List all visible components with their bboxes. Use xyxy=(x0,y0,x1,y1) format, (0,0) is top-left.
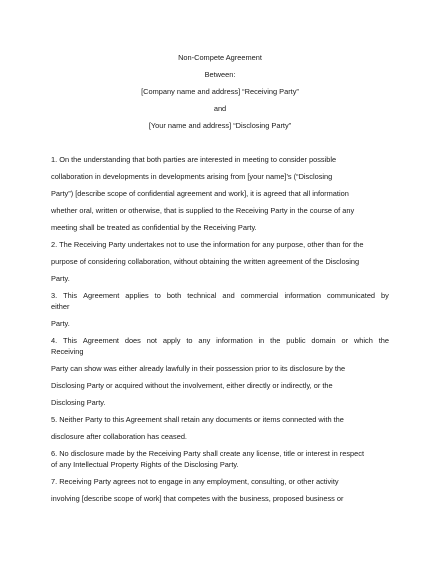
clause-6-line-1: 6. No disclosure made by the Receiving Party shall create any license, title or interest in respect xyxy=(51,449,365,458)
word: applies xyxy=(125,291,149,300)
disclosing-party-line: [Your name and address] “Disclosing Party” xyxy=(148,121,292,130)
clause-1-line-2: collaboration in developments in developments arising from [your name]’s (“Disclosing xyxy=(51,172,333,181)
word: domain xyxy=(311,336,336,345)
clause-7-line-2: involving [describe scope of work] that competes with the business, proposed business or xyxy=(51,494,344,503)
clause-4-line-2: Receiving xyxy=(51,347,84,356)
word: the xyxy=(270,336,281,345)
document-title: Non-Compete Agreement xyxy=(178,53,262,62)
word: This xyxy=(63,291,78,300)
clause-4-line-1 xyxy=(51,336,389,346)
word: apply xyxy=(162,336,181,345)
word: communicated xyxy=(326,291,376,300)
word: or xyxy=(341,336,349,345)
word: both xyxy=(166,291,182,300)
word: to xyxy=(154,291,161,300)
clause-3-line-3: Party. xyxy=(51,319,70,328)
word: information xyxy=(216,336,253,345)
clause-1-line-3: Party”) [describe scope of confidential agreement and work], it is agreed that all information xyxy=(51,189,349,198)
clause-3-line-2: either xyxy=(51,302,70,311)
clause-2-line-2: purpose of considering collaboration, without obtaining the written agreement of the Disclosing xyxy=(51,257,360,266)
clause-1-line-4: whether oral, written or otherwise, that is supplied to the Receiving Party in the course of any xyxy=(51,206,355,215)
clause-7-line-1: 7. Receiving Party agrees not to engage in any employment, consulting, or other activity xyxy=(51,477,339,486)
clause-5-line-2: disclosure after collaboration has ceased. xyxy=(51,432,187,441)
clause-2-line-3: Party. xyxy=(51,274,70,283)
clause-5-line-1: 5. Neither Party to this Agreement shall retain any documents or items connected with the xyxy=(51,415,344,424)
clause-4-line-4: Disclosing Party or acquired without the involvement, either directly or indirectly, or the xyxy=(51,381,333,390)
word: in xyxy=(258,336,265,345)
word: by xyxy=(381,291,389,300)
clause-6-line-2: of any Intellectual Property Rights of the Disclosing Party. xyxy=(51,460,239,469)
between-label: Between: xyxy=(204,70,236,79)
word: to xyxy=(186,336,193,345)
word: commercial xyxy=(240,291,279,300)
and-label: and xyxy=(213,104,227,113)
word: Agreement xyxy=(83,291,120,300)
word: technical xyxy=(187,291,217,300)
clause-3-line-1 xyxy=(51,291,389,301)
word: information xyxy=(284,291,321,300)
word: does xyxy=(124,336,141,345)
clause-1-line-5: meeting shall be treated as confidential by the Receiving Party. xyxy=(51,223,257,232)
word: not xyxy=(146,336,157,345)
word: the xyxy=(378,336,389,345)
receiving-party-line: [Company name and address] “Receiving Party” xyxy=(141,87,299,96)
clause-4-line-3: Party can show was either already lawfully in their possession prior to its disclosure by the xyxy=(51,364,346,373)
word: Agreement xyxy=(82,336,119,345)
word: 3. xyxy=(51,291,58,300)
word: which xyxy=(353,336,373,345)
word: public xyxy=(286,336,306,345)
word: any xyxy=(198,336,211,345)
clause-1-line-1: 1. On the understanding that both parties are interested in meeting to consider possible xyxy=(51,155,337,164)
word: This xyxy=(63,336,77,345)
word: and xyxy=(222,291,235,300)
word: 4. xyxy=(51,336,58,345)
clause-2-line-1: 2. The Receiving Party undertakes not to use the information for any purpose, other than for the xyxy=(51,240,364,249)
clause-4-line-5: Disclosing Party. xyxy=(51,398,106,407)
